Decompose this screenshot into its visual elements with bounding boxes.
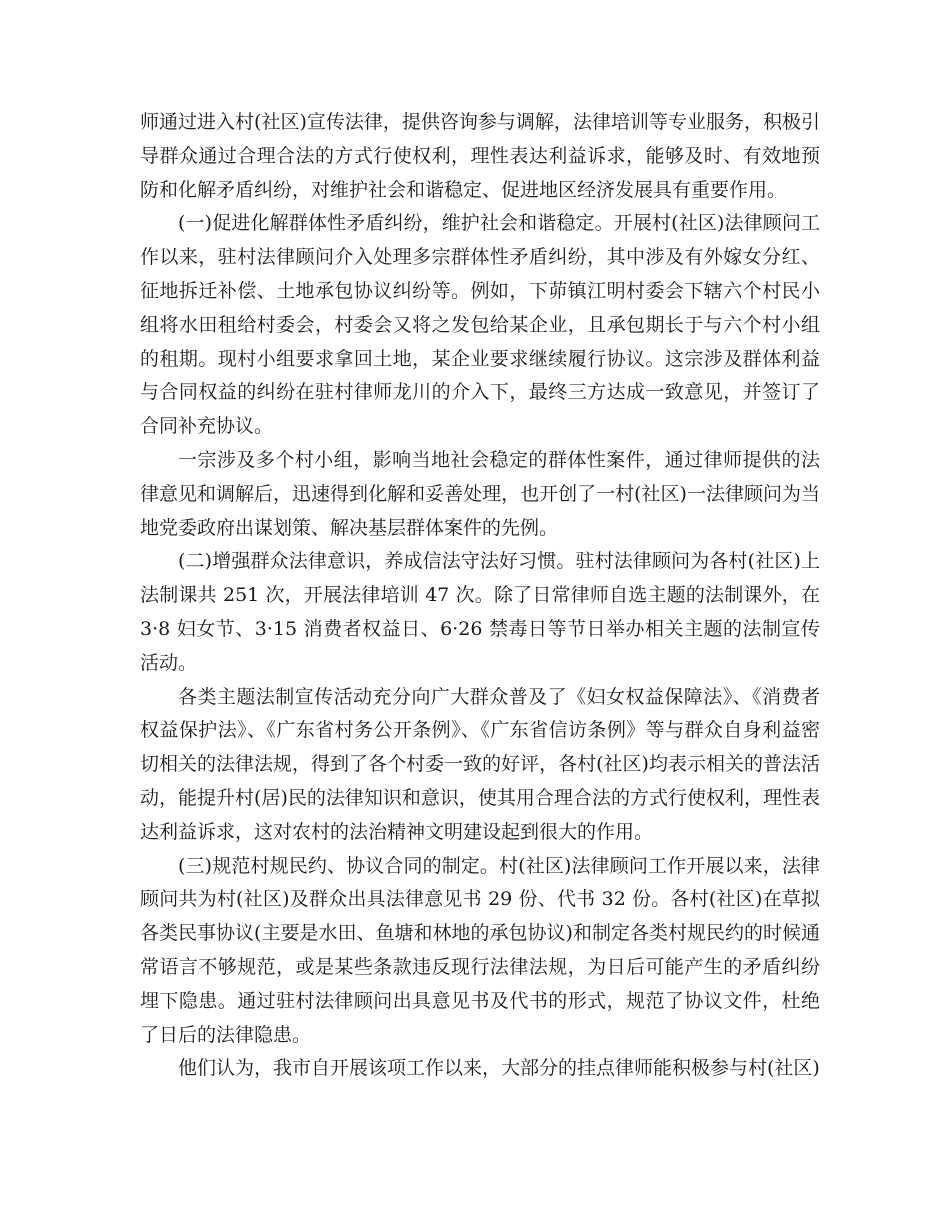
paragraph-group-case: 一宗涉及多个村小组，影响当地社会稳定的群体性案件，通过律师提供的法律意见和调解后，迅速得到化解和妥善处理，也开创了一村(社区)一法律顾问为当地党委政府出谋划策、解决基层群体案件的先例。 xyxy=(140,448,820,539)
paragraph-opinion: 他们认为，我市自开展该项工作以来，大部分的挂点律师能积极参与村(社区) xyxy=(178,1057,820,1080)
paragraph-section-one: (一)促进化解群体性矛盾纠纷，维护社会和谐稳定。开展村(社区)法律顾问工作以来，驻村法律顾问介入处理多宗群体性矛盾纠纷，其中涉及有外嫁女分红、征地拆迁补偿、土地承包协议纠纷等。例如，下茆镇江明村委会下辖六个村民小组将水田租给村委会，村委会又将之发包给某企业，且承包期长于与六个村小组的租期。现村小组要求拿回土地，某企业要求继续履行协议。这宗涉及群体利益与合同权益的纠纷在驻村律师龙川的介入下，最终三方达成一致意见，并签订了合同补充协议。 xyxy=(140,212,820,438)
paragraph-publicity-activities: 各类主题法制宣传活动充分向广大群众普及了《妇女权益保障法》、《消费者权益保护法》、《广东省村务公开条例》、《广东省信访条例》等与群众自身利益密切相关的法律法规，得到了各个村委一致的好评，各村(社区)均表示相关的普法活动，能提升村(居)民的法律知识和意识，使其用合理合法的方式行使权利，理性表达利益诉求，这对农村的法治精神文明建设起到很大的作用。 xyxy=(140,685,820,843)
paragraph-section-three: (三)规范村规民约、协议合同的制定。村(社区)法律顾问工作开展以来，法律顾问共为村(社区)及群众出具法律意见书 29 份、代书 32 份。各村(社区)在草拟各类民事协议(主要是水田、鱼塘和林地的承包协议)和制定各类村规民约的时候通常语言不够规范，或是某些条款违反现行法律法规，为日后可能产生的矛盾纠纷埋下隐患。通过驻村法律顾问出具意见书及代书的形式，规范了协议文件，杜绝了日后的法律隐患。 xyxy=(140,854,820,1046)
paragraph-continuation: 师通过进入村(社区)宣传法律，提供咨询参与调解，法律培训等专业服务，积极引导群众通过合理合法的方式行使权利，理性表达利益诉求，能够及时、有效地预防和化解矛盾纠纷，对维护社会和谐稳定、促进地区经济发展具有重要作用。 xyxy=(140,111,820,201)
document-body xyxy=(140,106,820,1086)
paragraph-section-two: (二)增强群众法律意识，养成信法守法好习惯。驻村法律顾问为各村(社区)上法制课共 251 次，开展法律培训 47 次。除了日常律师自选主题的法制课外，在3·8 妇女节、3·15 消费者权益日、6·26 禁毒日等节日举办相关主题的法制宣传活动。 xyxy=(140,550,820,674)
